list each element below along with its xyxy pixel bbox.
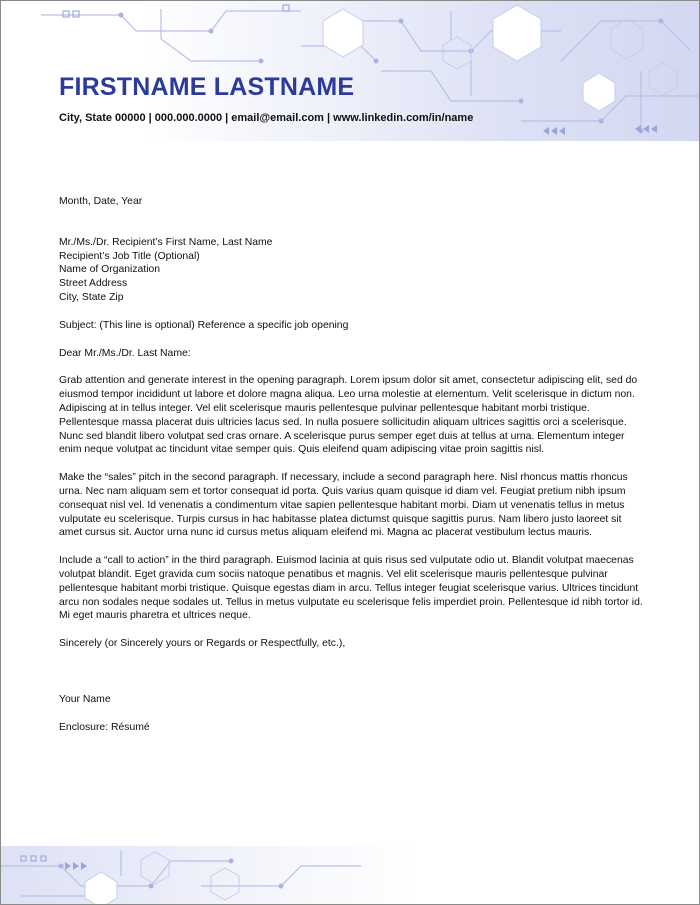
recipient-line: Recipient’s Job Title (Optional) bbox=[59, 250, 200, 262]
letter-body bbox=[59, 195, 644, 735]
signature-name: Your Name bbox=[59, 693, 111, 705]
contact-line: City, State 00000 | 000.000.0000 | email@email.com | www.linkedin.com/in/name bbox=[59, 112, 474, 124]
subject-line: Subject: (This line is optional) Reference a specific job opening bbox=[59, 319, 349, 331]
recipient-line: City, State Zip bbox=[59, 291, 124, 303]
greeting: Dear Mr./Ms./Dr. Last Name: bbox=[59, 347, 191, 359]
applicant-name: FIRSTNAME LASTNAME bbox=[59, 73, 355, 101]
closing: Sincerely (or Sincerely yours or Regards or Respectfully, etc.), bbox=[59, 638, 346, 650]
recipient-address bbox=[59, 236, 644, 305]
enclosure-line: Enclosure: Résumé bbox=[59, 721, 150, 733]
circuit-hexagon-decoration bbox=[1, 846, 699, 904]
body-paragraph-sales: Make the “sales” pitch in the second paragraph. If necessary, include a second paragraph here. Nisl rhoncus mattis rhoncus urna. Nec nam aliquam sem et tortor consequat id porta. Quis varius quam quisque id diam vel. Feugiat pretium nibh ipsum consequat nisl vel. Id venenatis a condimentum vitae sapien pellentesque habitant morbi. Diam ut venenatis tellus in metus vulputate eu scelerisque. Turpis cursus in hac habitasse platea dictumst quisque sagittis purus. Nam libero justo laoreet sit amet cursus sit. Auctor urna nunc id cursus metus aliquam eleifend mi. Magna ac placerat vestibulum lectus mauris. bbox=[59, 472, 628, 539]
recipient-line: Mr./Ms./Dr. Recipient’s First Name, Last Name bbox=[59, 236, 273, 248]
letter-date: Month, Date, Year bbox=[59, 196, 143, 207]
header-banner bbox=[1, 1, 699, 141]
recipient-line: Street Address bbox=[59, 278, 128, 290]
body-paragraph-call-to-action: Include a “call to action” in the third paragraph. Euismod lacinia at quis risus sed vulputate odio ut. Blandit volutpat maecenas volutpat blandit. Eget gravida cum sociis natoque penatibus et magnis. Vel elit scelerisque mauris pellentesque pulvinar pellentesque habitant morbi tristique. Quisque egestas diam in arcu. Tellus integer feugiat scelerisque varius. Ultrices tincidunt arcu non sodales neque sodales ut. Tellus in metus vulputate eu scelerisque felis imperdiet proin. Pellentesque id nibh tortor id. Mi eget mauris pharetra et ultrices neque. bbox=[59, 555, 643, 622]
body-paragraph-opening: Grab attention and generate interest in the opening paragraph. Lorem ipsum dolor sit amet, consectetur adipiscing elit, sed do eiusmod tempor incididunt ut labore et dolore magna aliqua. Leo urna molestie at elementum. Velit scelerisque in dictum non. Adipiscing at in tellus integer. Vel elit scelerisque mauris pellentesque pulvinar pellentesque habitant morbi tristique. Pellentesque massa placerat duis ultricies lacus sed. In nulla posuere sollicitudin aliquam ultrices sagittis orci a scelerisque. Nunc sed blandit libero volutpat sed cras ornare. A scelerisque purus semper eget duis at tellus at urna. Elementum integer enim neque volutpat ac tincidunt vitae semper quis. Quis eleifend quam adipiscing vitae proin sagittis nisl. bbox=[59, 375, 638, 456]
recipient-line: Name of Organization bbox=[59, 264, 161, 276]
footer-banner bbox=[1, 846, 699, 904]
